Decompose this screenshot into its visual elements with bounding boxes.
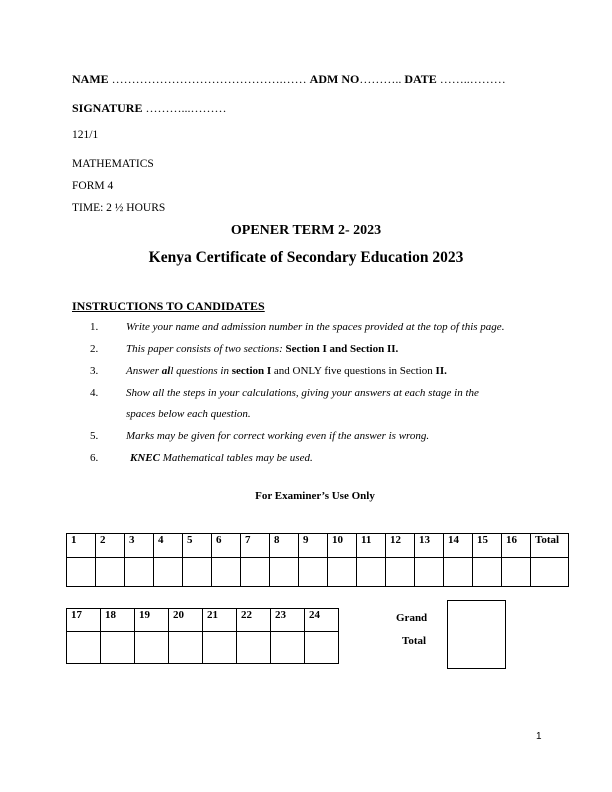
question-number-cell: 11 — [357, 534, 386, 558]
mark-entry-cell[interactable] — [67, 632, 101, 664]
signature-label: SIGNATURE — [72, 101, 143, 115]
adm-field[interactable]: ……….. — [359, 72, 402, 86]
mark-entry-cell[interactable] — [241, 558, 270, 587]
instruction-text-continued: spaces below each question. — [126, 408, 251, 420]
instruction-text-bold: section I — [231, 365, 272, 377]
instruction-number: 2. — [90, 343, 99, 355]
name-field[interactable]: …………………………………….…… — [108, 72, 310, 86]
mark-entry-cell[interactable] — [305, 632, 339, 664]
mark-entry-cell[interactable] — [154, 558, 183, 587]
instruction-text-bold: Section I and Section II. — [285, 343, 399, 355]
instructions-heading: INSTRUCTIONS TO CANDIDATES — [72, 299, 265, 313]
instruction-text — [130, 452, 313, 464]
mark-entry-cell[interactable] — [444, 558, 473, 587]
question-number-cell: 4 — [154, 534, 183, 558]
question-number-cell: 9 — [299, 534, 328, 558]
form-level: FORM 4 — [72, 180, 114, 192]
mark-entry-cell[interactable] — [101, 632, 135, 664]
name-label: NAME — [72, 72, 109, 86]
instruction-number: 3. — [90, 365, 99, 377]
instruction-text — [126, 343, 398, 355]
mark-entry-cell[interactable] — [169, 632, 203, 664]
question-number-cell: 21 — [203, 609, 237, 632]
marks-table-1 — [66, 533, 569, 587]
examiner-heading: For Examiner’s Use Only — [255, 490, 375, 502]
marks-header-row — [67, 534, 569, 558]
instruction-text: Write your name and admission number in the spaces provided at the top of this page. — [126, 321, 505, 333]
mark-entry-cell[interactable] — [502, 558, 531, 587]
mark-entry-cell[interactable] — [299, 558, 328, 587]
question-number-cell: 3 — [125, 534, 154, 558]
grand-label: Grand — [396, 612, 428, 624]
question-number-cell: 14 — [444, 534, 473, 558]
subject: MATHEMATICS — [72, 158, 154, 170]
signature-line — [72, 101, 226, 116]
question-number-cell: 15 — [473, 534, 502, 558]
mark-entry-cell[interactable] — [415, 558, 444, 587]
grand-total-box[interactable] — [447, 600, 506, 669]
mark-entry-cell[interactable] — [270, 558, 299, 587]
mark-entry-cell[interactable] — [328, 558, 357, 587]
question-number-cell: 20 — [169, 609, 203, 632]
question-number-cell: 18 — [101, 609, 135, 632]
question-number-cell: 16 — [502, 534, 531, 558]
mark-entry-cell[interactable] — [386, 558, 415, 587]
mark-entry-cell[interactable] — [135, 632, 169, 664]
mark-entry-cell[interactable] — [357, 558, 386, 587]
mark-entry-cell[interactable] — [125, 558, 154, 587]
question-number-cell: 19 — [135, 609, 169, 632]
marks-table-2 — [66, 608, 339, 664]
question-number-cell: 22 — [237, 609, 271, 632]
total-entry-cell[interactable] — [531, 558, 569, 587]
instruction-text: Marks may be given for correct working even if the answer is wrong. — [126, 430, 430, 442]
instruction-number: 4. — [90, 387, 99, 399]
mark-entry-cell[interactable] — [67, 558, 96, 587]
instruction-text-bold: KNEC — [130, 452, 160, 464]
instruction-text: Show all the steps in your calculations, giving your answers at each stage in the — [126, 387, 479, 399]
instruction-text-bold: II. — [435, 365, 447, 377]
name-line — [72, 72, 506, 87]
date-field[interactable]: ……..……… — [436, 72, 506, 86]
instruction-number: 1. — [90, 321, 99, 333]
time-allowed: TIME: 2 ½ HOURS — [72, 202, 166, 214]
instruction-text-part: Answer — [126, 365, 162, 377]
instruction-text-part: and ONLY five questions in Section — [271, 365, 436, 377]
question-number-cell: 5 — [183, 534, 212, 558]
instruction-number: 6. — [90, 452, 99, 464]
marks-header-row — [67, 609, 339, 632]
question-number-cell: 7 — [241, 534, 270, 558]
exam-title: OPENER TERM 2- 2023 — [230, 223, 382, 238]
instruction-text — [126, 365, 447, 377]
certificate-title: Kenya Certificate of Secondary Education 2023 — [148, 249, 464, 266]
question-number-cell: 10 — [328, 534, 357, 558]
adm-label: ADM NO — [309, 72, 360, 86]
question-number-cell: 6 — [212, 534, 241, 558]
total-header-cell: Total — [531, 534, 569, 558]
mark-entry-cell[interactable] — [271, 632, 305, 664]
date-label: DATE — [401, 72, 437, 86]
mark-entry-cell[interactable] — [212, 558, 241, 587]
instruction-text-part: l questions in — [170, 365, 232, 377]
mark-entry-cell[interactable] — [203, 632, 237, 664]
marks-entry-row — [67, 558, 569, 587]
question-number-cell: 12 — [386, 534, 415, 558]
question-number-cell: 1 — [67, 534, 96, 558]
signature-field[interactable]: ………...……… — [142, 101, 227, 115]
total-label: Total — [402, 635, 427, 647]
instruction-text-part: This paper consists of two sections: — [126, 343, 286, 355]
instruction-text-part: Mathematical tables may be used. — [159, 452, 313, 464]
instruction-number: 5. — [90, 430, 99, 442]
question-number-cell: 8 — [270, 534, 299, 558]
question-number-cell: 13 — [415, 534, 444, 558]
question-number-cell: 23 — [271, 609, 305, 632]
mark-entry-cell[interactable] — [237, 632, 271, 664]
mark-entry-cell[interactable] — [183, 558, 212, 587]
paper-code: 121/1 — [72, 129, 99, 141]
mark-entry-cell[interactable] — [473, 558, 502, 587]
marks-entry-row — [67, 632, 339, 664]
instruction-text-bold: al — [161, 365, 171, 377]
mark-entry-cell[interactable] — [96, 558, 125, 587]
question-number-cell: 2 — [96, 534, 125, 558]
question-number-cell: 17 — [67, 609, 101, 632]
question-number-cell: 24 — [305, 609, 339, 632]
page-number: 1 — [536, 731, 542, 742]
